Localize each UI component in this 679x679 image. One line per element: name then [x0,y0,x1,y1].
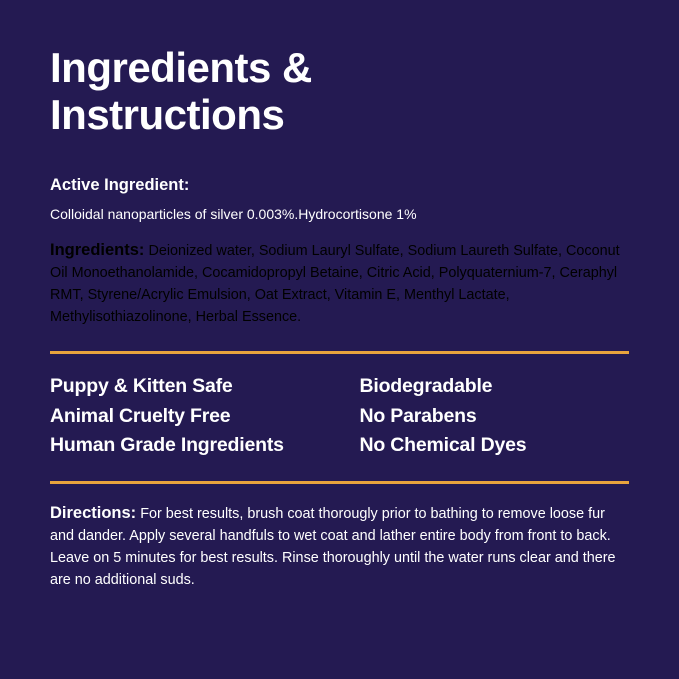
directions-heading: Directions: [50,503,137,522]
active-ingredient-section [50,176,629,224]
directions-text: For best results, brush coat thorougly prior to bathing to remove loose fur and dander. Apply several handfuls to wet coat and lather entire body from front to back. Leave on 5 minutes for best results. Rinse thoroughly until the water runs clear and there are no additional suds. [50,505,616,588]
claim-item: No Chemical Dyes [359,434,527,457]
ingredients-text: Deionized water, Sodium Lauryl Sulfate, Sodium Laureth Sulfate, Coconut Oil Monoethanolamide, Cocamidopropyl Betaine, Citric Acid, Polyquaternium-7, Ceraphyl RMT, Styrene/Acrylic Emulsion, Oat Extract, Vitamin E, Menthyl Lactate, Methylisothiazolinone, Herbal Essence. [50,243,620,326]
ingredients-heading: Ingredients: [50,241,145,260]
claims-column-right [359,372,629,461]
claim-item: No Parabens [359,404,477,427]
claim-item: Animal Cruelty Free [50,404,231,427]
claims-list [50,372,629,461]
directions-section [50,501,629,592]
page-title: Ingredients & Instructions [50,44,312,139]
divider-bottom [50,481,629,484]
claims-column-left [50,372,359,461]
active-ingredient-text: Colloidal nanoparticles of silver 0.003%.Hydrocortisone 1% [50,205,417,222]
claim-item: Biodegradable [359,374,493,397]
active-ingredient-heading: Active Ingredient: [50,176,190,195]
divider-top [50,351,629,354]
claim-item: Human Grade Ingredients [50,434,284,457]
ingredients-section [50,238,629,329]
claim-item: Puppy & Kitten Safe [50,374,233,397]
